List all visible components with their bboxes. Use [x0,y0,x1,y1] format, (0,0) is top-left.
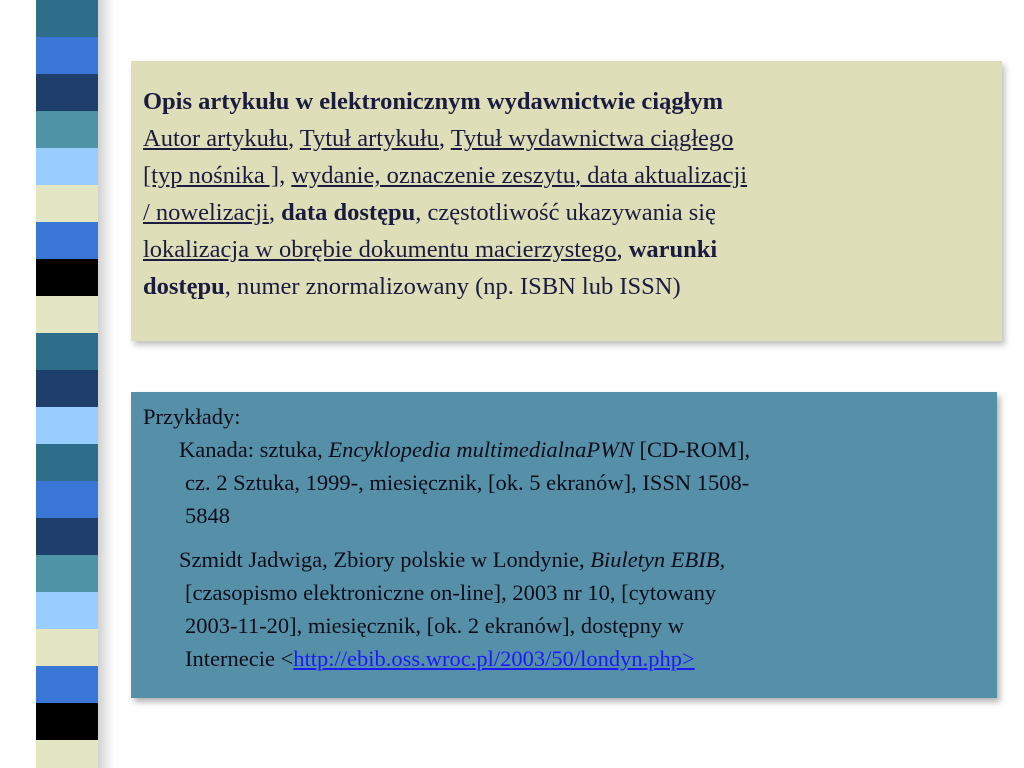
examples-box [131,392,997,698]
example-2 [179,543,971,675]
example-1-line-1 [179,433,971,466]
stripe-band [36,703,98,740]
stripe-band [36,666,98,703]
stripe-band [36,148,98,185]
box1-line-3 [143,194,992,231]
stripe-band [36,37,98,74]
example-2-text: Internecie < [185,646,294,671]
separator: , [616,236,629,263]
field-czestotliwosc: , częstotliwość ukazywania się [415,199,716,226]
stripe-band [36,259,98,296]
examples-label: Przykłady: [143,404,241,429]
box1-line-5 [143,268,992,305]
stripe-band [36,0,98,37]
example-2-text: Szmidt Jadwiga, Zbiory polskie w Londynie, [179,547,591,572]
field-data-aktualizacji: , data aktualizacji [574,162,748,189]
field-tytul-wydawnictwa: Tytuł wydawnictwa ciągłego [450,125,734,152]
field-autor: Autor artykułu [143,125,288,152]
stripe-band [36,74,98,111]
stripe-band [36,185,98,222]
stripe-band [36,740,98,768]
example-1-text: Kanada: sztuka, [179,437,329,462]
example-1-title: Encyklopedia multimedialnaPWN [328,437,634,462]
ebib-link[interactable]: http://ebib.oss.wroc.pl/2003/50/londyn.php> [293,646,695,671]
stripe-bar-shadow [98,0,114,768]
stripe-band [36,296,98,333]
example-1-text: [CD-ROM], [633,437,751,462]
example-2-line-3: 2003-11-20], miesięcznik, [ok. 2 ekranów], dostępny w [185,613,685,638]
stripe-band [36,592,98,629]
separator: , [287,125,300,152]
box1-heading: Opis artykułu w elektronicznym wydawnictwie ciągłym [143,88,724,115]
example-1 [179,433,971,532]
field-warunki: warunki [628,236,718,263]
example-2-line-1 [179,543,971,576]
description-format-box [131,61,1002,341]
example-2-line-4 [185,642,971,675]
example-1-line-2: cz. 2 Sztuka, 1999-, miesięcznik, [ok. 5 ekranów], ISSN 1508- [185,470,750,495]
field-numer-znormalizowany: , numer znormalizowany (np. ISBN lub ISSN) [224,273,681,300]
stripe-band [36,518,98,555]
example-1-line-3: 5848 [185,503,230,528]
stripe-band [36,629,98,666]
stripe-band [36,370,98,407]
box1-line-4 [143,231,992,268]
stripe-band [36,555,98,592]
field-typ-nosnika: [typ nośnika ] [143,162,280,189]
box1-line-1 [143,120,992,157]
example-2-line-2: [czasopismo elektroniczne on-line], 2003 nr 10, [cytowany [185,580,717,605]
field-data-dostepu: data dostępu [281,199,416,226]
stripe-band [36,333,98,370]
description-format-text [143,83,992,305]
decorative-stripe-bar [36,0,98,768]
field-tytul-artykulu: Tytuł artykułu [299,125,439,152]
field-nowelizacji: / nowelizacji [143,199,269,226]
examples-text [143,400,971,675]
field-warunki-dostepu: dostępu [143,273,225,300]
separator: , [268,199,282,226]
separator: , [279,162,292,189]
stripe-band [36,444,98,481]
stripe-band [36,407,98,444]
example-2-title: Biuletyn EBIB, [590,547,726,572]
stripe-band [36,481,98,518]
stripe-band [36,111,98,148]
stripe-band [36,222,98,259]
separator: , [438,125,451,152]
box1-line-2 [143,157,992,194]
field-lokalizacja: lokalizacja w obrębie dokumentu macierzystego [143,236,617,263]
field-wydanie: wydanie, oznaczenie zeszytu [291,162,575,189]
